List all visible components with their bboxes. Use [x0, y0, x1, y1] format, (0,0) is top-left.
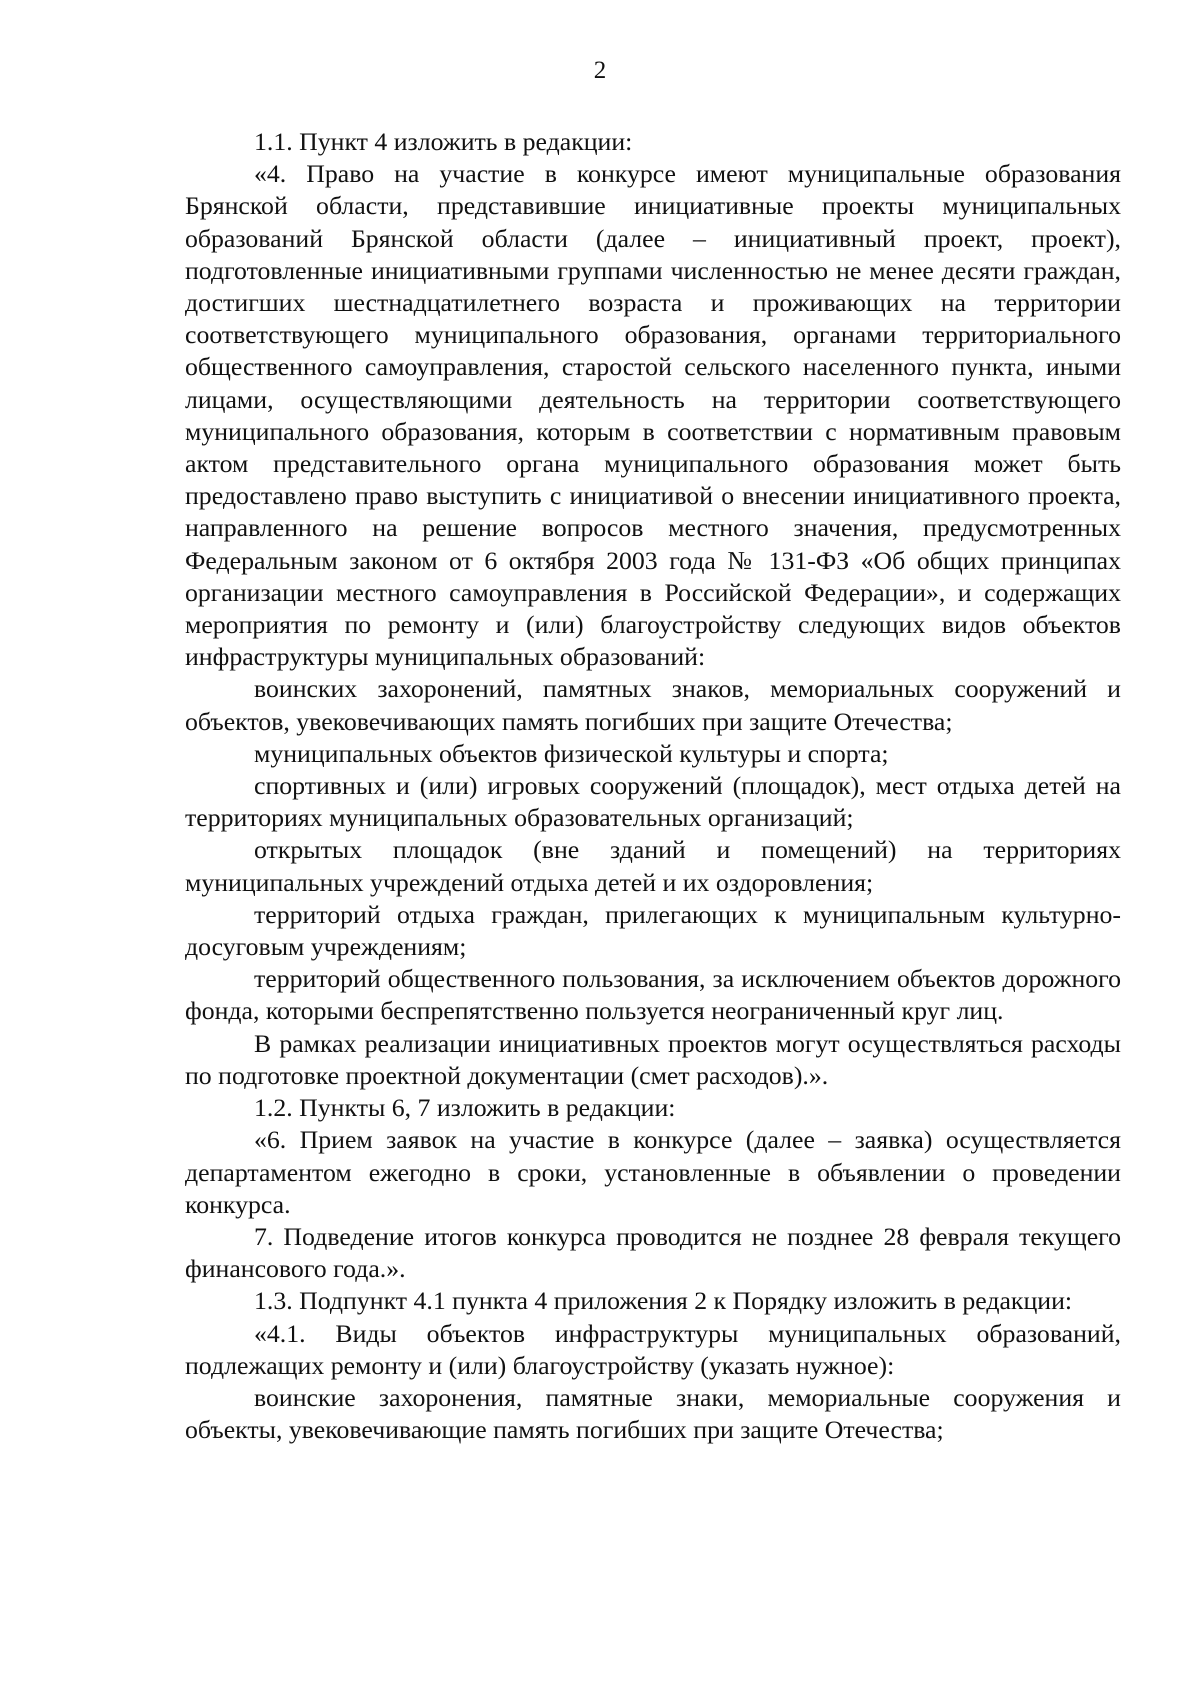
document-body: [185, 126, 1121, 1446]
paragraph-point-4: «4. Право на участие в конкурсе имеют муниципальные образования Брянской области, представившие инициативные проекты муниципальных образований Брянской области (далее – инициативный проект, проект), подготовленные инициативными группами численностью не менее десяти граждан, достигших шестнадцатилетнего возраста и проживающих на территории соответствующего муниципального образования, органами территориального общественного самоуправления, старостой сельского населенного пункта, иными лицами, осуществляющими деятельность на территории соответствующего муниципального образования, которым в соответствии с нормативным правовым актом представительного органа муниципального образования может быть предоставлено право выступить с инициативой о внесении инициативного проекта, направленного на решение вопросов местного значения, предусмотренных Федеральным законом от 6 октября 2003 года № 131-ФЗ «Об общих принципах организации местного самоуправления в Российской Федерации», и содержащих мероприятия по ремонту и (или) благоустройству следующих видов объектов инфраструктуры муниципальных образований:: [185, 159, 1121, 672]
list-item-playgrounds: спортивных и (или) игровых сооружений (площадок), мест отдыха детей на территориях муниципальных образовательных организаций;: [185, 771, 1121, 833]
paragraph-expenses: В рамках реализации инициативных проектов могут осуществляться расходы по подготовке проектной документации (смет расходов).».: [185, 1028, 1121, 1090]
paragraph-1-2: 1.2. Пункты 6, 7 изложить в редакции:: [254, 1093, 676, 1123]
list-item-public-territories: территорий общественного пользования, за исключением объектов дорожного фонда, которыми беспрепятственно пользуется неограниченный круг лиц.: [185, 964, 1121, 1026]
list-item-open-areas: открытых площадок (вне зданий и помещений) на территориях муниципальных учреждений отдыха детей и их оздоровления;: [185, 835, 1121, 897]
paragraph-point-7: 7. Подведение итогов конкурса проводится не позднее 28 февраля текущего финансового года.».: [185, 1221, 1121, 1284]
list-item-memorials: воинских захоронений, памятных знаков, мемориальных сооружений и объектов, увековечивающих память погибших при защите Отечества;: [185, 674, 1121, 736]
list-item-sports-objects: муниципальных объектов физической культуры и спорта;: [254, 738, 889, 768]
paragraph-1-1: 1.1. Пункт 4 изложить в редакции:: [254, 127, 633, 156]
list-item-memorials-annex: воинские захоронения, памятные знаки, мемориальные сооружения и объекты, увековечивающие память погибших при защите Отечества;: [185, 1382, 1121, 1445]
paragraph-subpoint-4-1: «4.1. Виды объектов инфраструктуры муниципальных образований, подлежащих ремонту и (или) благоустройству (указать нужное):: [185, 1318, 1121, 1380]
paragraph-point-6: «6. Прием заявок на участие в конкурсе (далее – заявка) осуществляется департаментом ежегодно в сроки, установленные в объявлении о проведении конкурса.: [185, 1125, 1121, 1219]
list-item-recreation-territories: территорий отдыха граждан, прилегающих к муниципальным культурно-досуговым учреждениям;: [185, 899, 1121, 962]
page-number: 2: [593, 57, 607, 84]
paragraph-1-3: 1.3. Подпункт 4.1 пункта 4 приложения 2 к Порядку изложить в редакции:: [254, 1286, 1073, 1316]
